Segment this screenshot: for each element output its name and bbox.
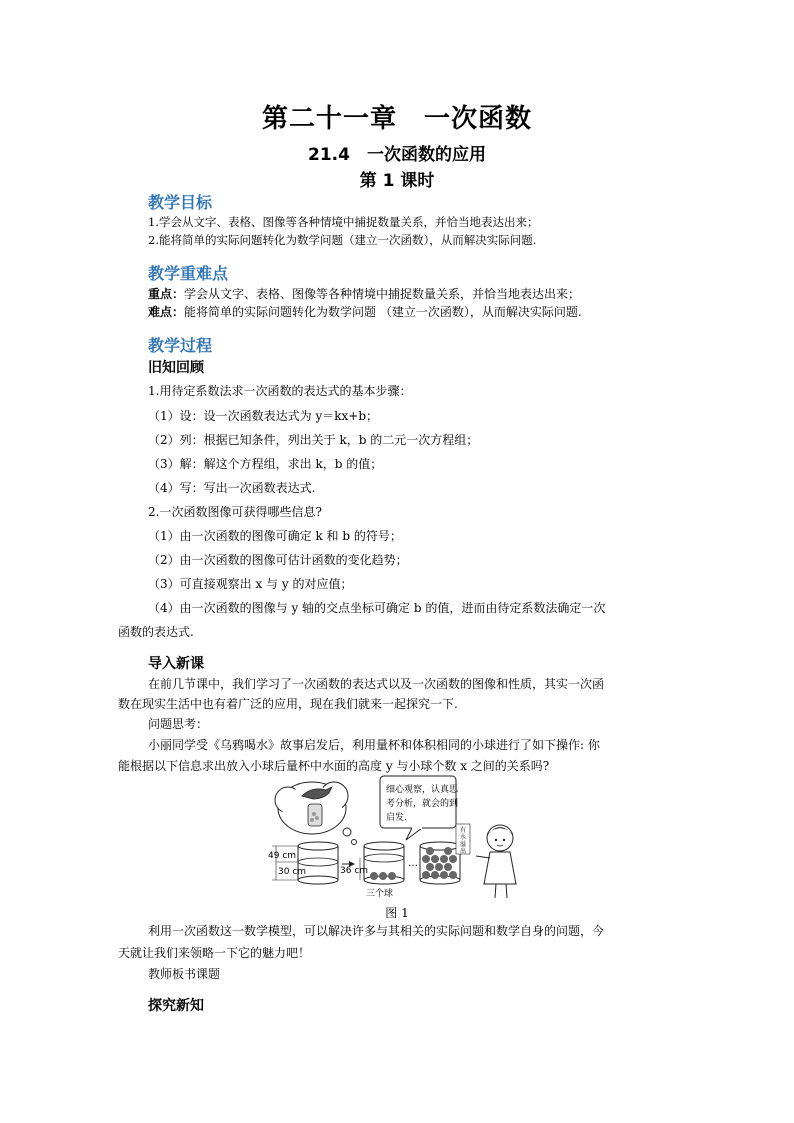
bubble-text: 细心观察，认真思 bbox=[386, 785, 459, 795]
review-line: （2）由一次函数的图像可估计函数的变化趋势； bbox=[148, 553, 408, 567]
review-line: （1）设：设一次函数表达式为 y＝kx+b； bbox=[148, 409, 379, 423]
girl-illustration bbox=[476, 825, 516, 898]
objective-item: 1.学会从文字、表格、图像等各种情境中捕捉数量关系，并恰当地表达出来； bbox=[148, 215, 539, 229]
measuring-cup-empty bbox=[268, 842, 338, 884]
height-label-49: 49 cm bbox=[268, 851, 297, 861]
keypoint-label: 重点： bbox=[148, 287, 185, 301]
keypoint-text: 学会从文字、表格、图像等各种情境中捕捉数量关系，并恰当地表达出来； bbox=[184, 287, 581, 301]
intro-line: 数在现实生活中也有着广泛的应用，现在我们就来一起探究一下. bbox=[118, 697, 458, 711]
keypoints-heading: 教学重难点 bbox=[148, 264, 229, 283]
three-balls-label: 三个球 bbox=[366, 889, 394, 899]
difficulty-text: 能将简单的实际问题转化为数学问题 （建立一次函数），从而解决实际问题. bbox=[184, 305, 582, 319]
objectives-heading: 教学目标 bbox=[148, 193, 213, 212]
figure-caption: 图 1 bbox=[385, 906, 409, 920]
review-line: （4）写：写出一次函数表达式. bbox=[148, 481, 316, 495]
after-line: 利用一次函数这一数学模型，可以解决许多与其相关的实际问题和数学自身的问题，今 bbox=[148, 924, 605, 938]
intro-heading: 导入新课 bbox=[148, 656, 204, 672]
height-label-36: 36 cm bbox=[340, 866, 369, 876]
review-line: （3）解：解这个方程组，求出 k，b 的值； bbox=[148, 457, 383, 471]
difficulty-line bbox=[148, 304, 582, 320]
height-label-30: 30 cm bbox=[278, 867, 307, 877]
overflow-label: 水 bbox=[460, 834, 467, 841]
overflow-label: 有 bbox=[460, 827, 467, 834]
intro-line: 问题思考： bbox=[148, 717, 209, 731]
bubble-text: 启发. bbox=[386, 813, 407, 823]
intro-line: 小丽同学受《乌鸦喝水》故事启发后，利用量杯和体积相同的小球进行了如下操作: 你 bbox=[148, 738, 600, 752]
chapter-title: 第二十一章 一次函数 bbox=[261, 104, 532, 134]
review-line: 2.一次函数图像可获得哪些信息? bbox=[148, 505, 322, 519]
after-line: 天就让我们来领略一下它的魅力吧！ bbox=[118, 946, 311, 960]
review-line: 1.用待定系数法求一次函数的表达式的基本步骤： bbox=[148, 384, 412, 398]
explore-heading: 探究新知 bbox=[148, 998, 204, 1014]
process-heading: 教学过程 bbox=[148, 336, 213, 355]
ellipsis-label: … bbox=[408, 858, 418, 869]
review-line: 函数的表达式. bbox=[118, 625, 194, 639]
speech-bubble bbox=[380, 776, 459, 840]
review-line: （1）由一次函数的图像可确定 k 和 b 的符号； bbox=[148, 529, 402, 543]
overflow-label: 出 bbox=[460, 848, 467, 855]
water-cup-figure bbox=[262, 774, 532, 902]
lesson-title: 第 1 课时 bbox=[359, 171, 435, 191]
crow-cloud-illustration bbox=[275, 782, 357, 845]
measuring-cup-overflow bbox=[420, 824, 470, 884]
section-title: 21.4 一次函数的应用 bbox=[308, 145, 486, 165]
intro-line: 能根据以下信息求出放入小球后量杯中水面的高度 y 与小球个数 x 之间的关系吗? bbox=[118, 759, 550, 773]
keypoint-line bbox=[148, 286, 580, 302]
difficulty-label: 难点： bbox=[148, 305, 185, 319]
review-line: （4）由一次函数的图像与 y 轴的交点坐标可确定 b 的值，进而由待定系数法确定一次 bbox=[148, 601, 606, 615]
measuring-cup-three-balls bbox=[340, 842, 404, 899]
objective-item: 2.能将简单的实际问题转化为数学问题（建立一次函数），从而解决实际问题. bbox=[148, 233, 537, 247]
review-heading: 旧知回顾 bbox=[148, 360, 204, 376]
review-line: （3）可直接观察出 x 与 y 的对应值； bbox=[148, 577, 353, 591]
review-line: （2）列：根据已知条件，列出关于 k，b 的二元一次方程组； bbox=[148, 433, 479, 447]
bubble-text: 考分析，就会的到 bbox=[386, 799, 459, 809]
overflow-label: 溢 bbox=[460, 841, 467, 848]
after-line: 教师板书课题 bbox=[148, 967, 221, 981]
intro-line: 在前几节课中，我们学习了一次函数的表达式以及一次函数的图像和性质，其实一次函 bbox=[148, 677, 605, 691]
